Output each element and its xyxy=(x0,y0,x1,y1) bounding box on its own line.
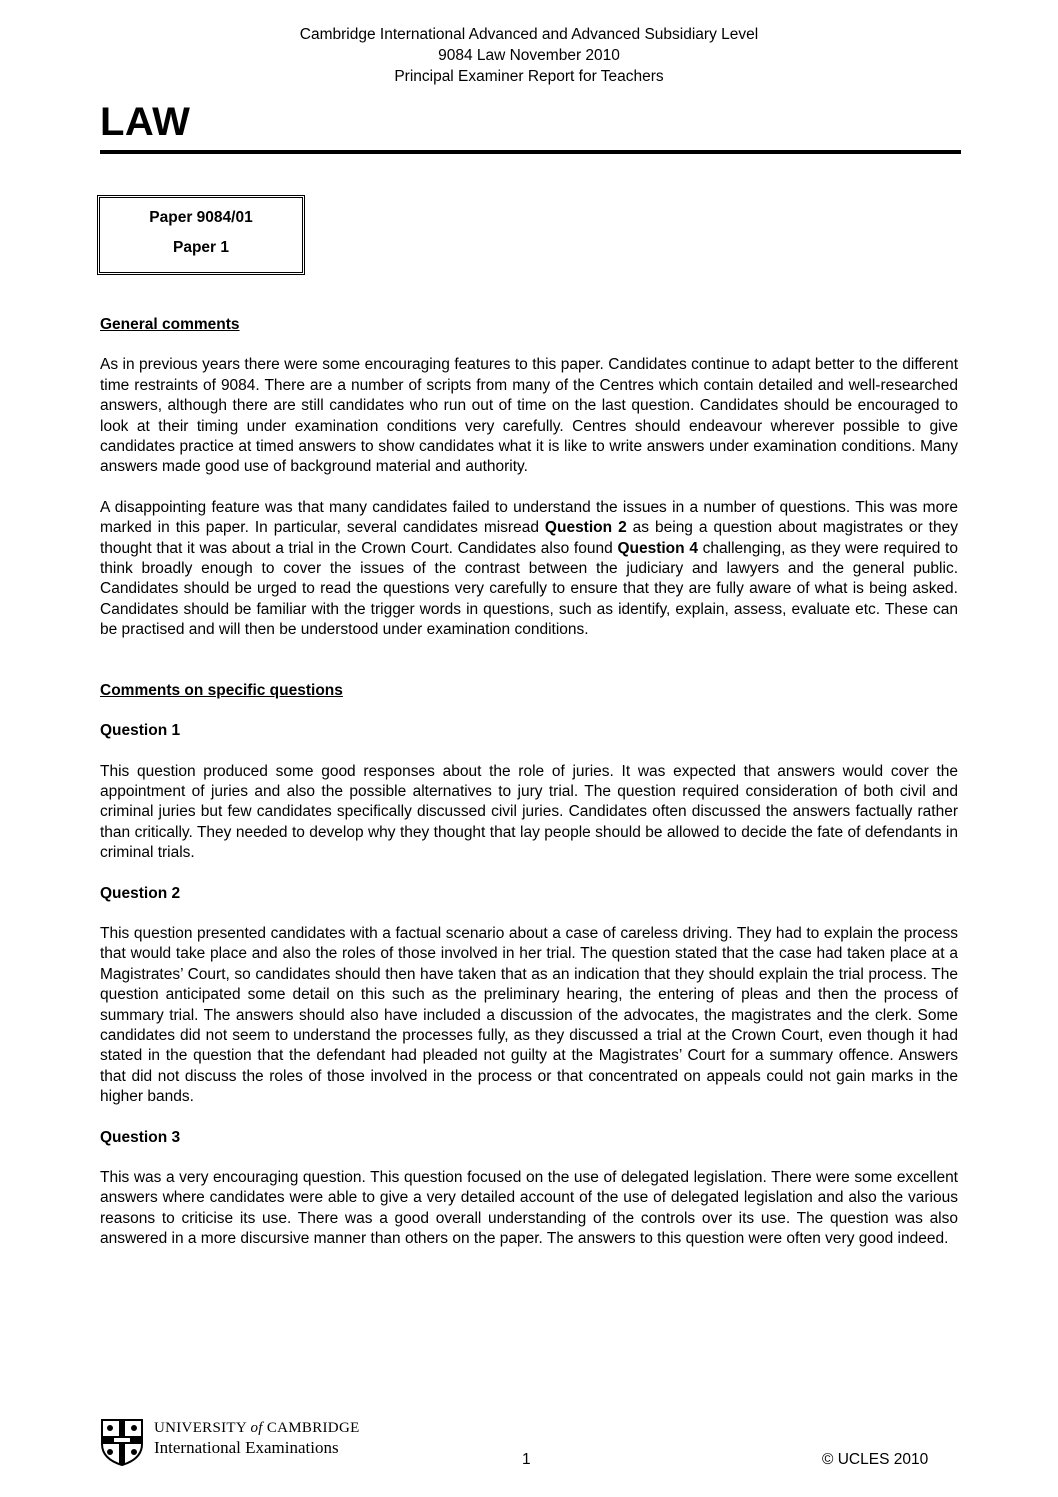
general-comments-heading: General comments xyxy=(100,316,240,333)
logo-examinations-name: International Examinations xyxy=(154,1438,339,1457)
question-1-title: Question 1 xyxy=(100,722,181,740)
general-paragraph-2 xyxy=(100,498,958,641)
paper-code: Paper 9084/01 xyxy=(149,209,253,226)
header-line-2: 9084 Law November 2010 xyxy=(438,47,620,64)
question-4-reference: Question 4 xyxy=(617,539,698,557)
question-2-reference: Question 2 xyxy=(544,519,627,537)
question-2-title: Question 2 xyxy=(100,884,181,902)
page-number: 1 xyxy=(522,1451,531,1468)
general-p2-part-a: A disappointing feature was that many candidates failed to understand the issues in a number of questions. This was more marked in this paper. In particular, several candidates misread xyxy=(100,498,958,537)
question-3-text: This was a very encouraging question. This question focused on the use of delegated legislation. There were some excellent answers where candidates were able to give a very detailed account of the use of delegated legislation and also the various reasons to criticise its use. There was a good overall understanding of the controls over its use. The question was also answered in a more discursive manner than others on the paper. The answers to this question were often very good indeed. xyxy=(100,1169,958,1248)
report-body xyxy=(100,315,958,1250)
logo-wordmark xyxy=(154,1420,360,1458)
copyright-notice: © UCLES 2010 xyxy=(822,1451,929,1468)
subject-title: LAW xyxy=(100,100,191,144)
logo-university-name: UNIVERSITY of CAMBRIDGE xyxy=(154,1420,360,1436)
specific-comments-heading: Comments on specific questions xyxy=(100,681,343,699)
paper-box xyxy=(97,195,305,275)
title-rule xyxy=(100,150,961,154)
question-3-title: Question 3 xyxy=(100,1128,181,1146)
general-p2-part-b: as being a question about magistrates or they thought that it was about a trial in the Crown Court. Candidates also found xyxy=(100,519,958,557)
header-line-1: Cambridge International Advanced and Advanced Subsidiary Level xyxy=(299,26,759,43)
university-crest-icon xyxy=(100,1418,144,1466)
question-1-text: This question produced some good responses about the role of juries. It was expected that answers would cover the appointment of juries and also the possible alternatives to jury trial. The question required consideration of both civil and criminal juries but few candidates specifically discussed civil juries. Candidates often discussed the answers factually rather than critically. They needed to develop why they thought that lay people should be allowed to decide the fate of defendants in criminal trials. xyxy=(100,762,958,862)
report-header xyxy=(0,24,1058,87)
general-p2-part-c: challenging, as they were required to think broadly enough to cover the issues of the contrast between the judiciary and lawyers and the general public. Candidates should be urged to read the questions very carefully to ensure that they are fully aware of what is being asked. Candidates should be familiar with the trigger words in questions, such as identify, explain, assess, evaluate etc. These can be practised and will then be understood under examination conditions. xyxy=(100,539,958,639)
question-2-text: This question presented candidates with a factual scenario about a case of careless driving. They had to explain the process that would take place and also the roles of those involved in her trial. The question stated that the case had taken place at a Magistrates’ Court, so candidates should then have taken that as an indication that they should explain the trial process. The question anticipated some detail on this such as the preliminary hearing, the entering of pleas and then the process of summary trial. The answers should also have included a discussion of the advocates, the magistrates and the clerk. Some candidates did not seem to understand the processes fully, as they discussed a trial at the Crown Court, even though it had stated in the question that the defendant had pleaded not guilty at the Magistrates’ Court for a summary offence. Answers that did not discuss the roles of those involved in the process or that concentrated on appeals could not gain marks in the higher bands. xyxy=(100,924,958,1106)
paper-name: Paper 1 xyxy=(172,239,229,256)
header-line-3: Principal Examiner Report for Teachers xyxy=(394,68,664,85)
general-paragraph-1: As in previous years there were some encouraging features to this paper. Candidates continue to adapt better to the different time restraints of 9084. There are a number of scripts from many of the Centres which contain detailed and well-researched answers, although there are still candidates who run out of time on the last question. Candidates should be encouraged to look at their timing under examination conditions very carefully. Centres should endeavour wherever possible to give candidates practice at timed answers to show candidates what it is like to write answers under examination conditions. Many answers made good use of background material and authority. xyxy=(100,356,958,476)
